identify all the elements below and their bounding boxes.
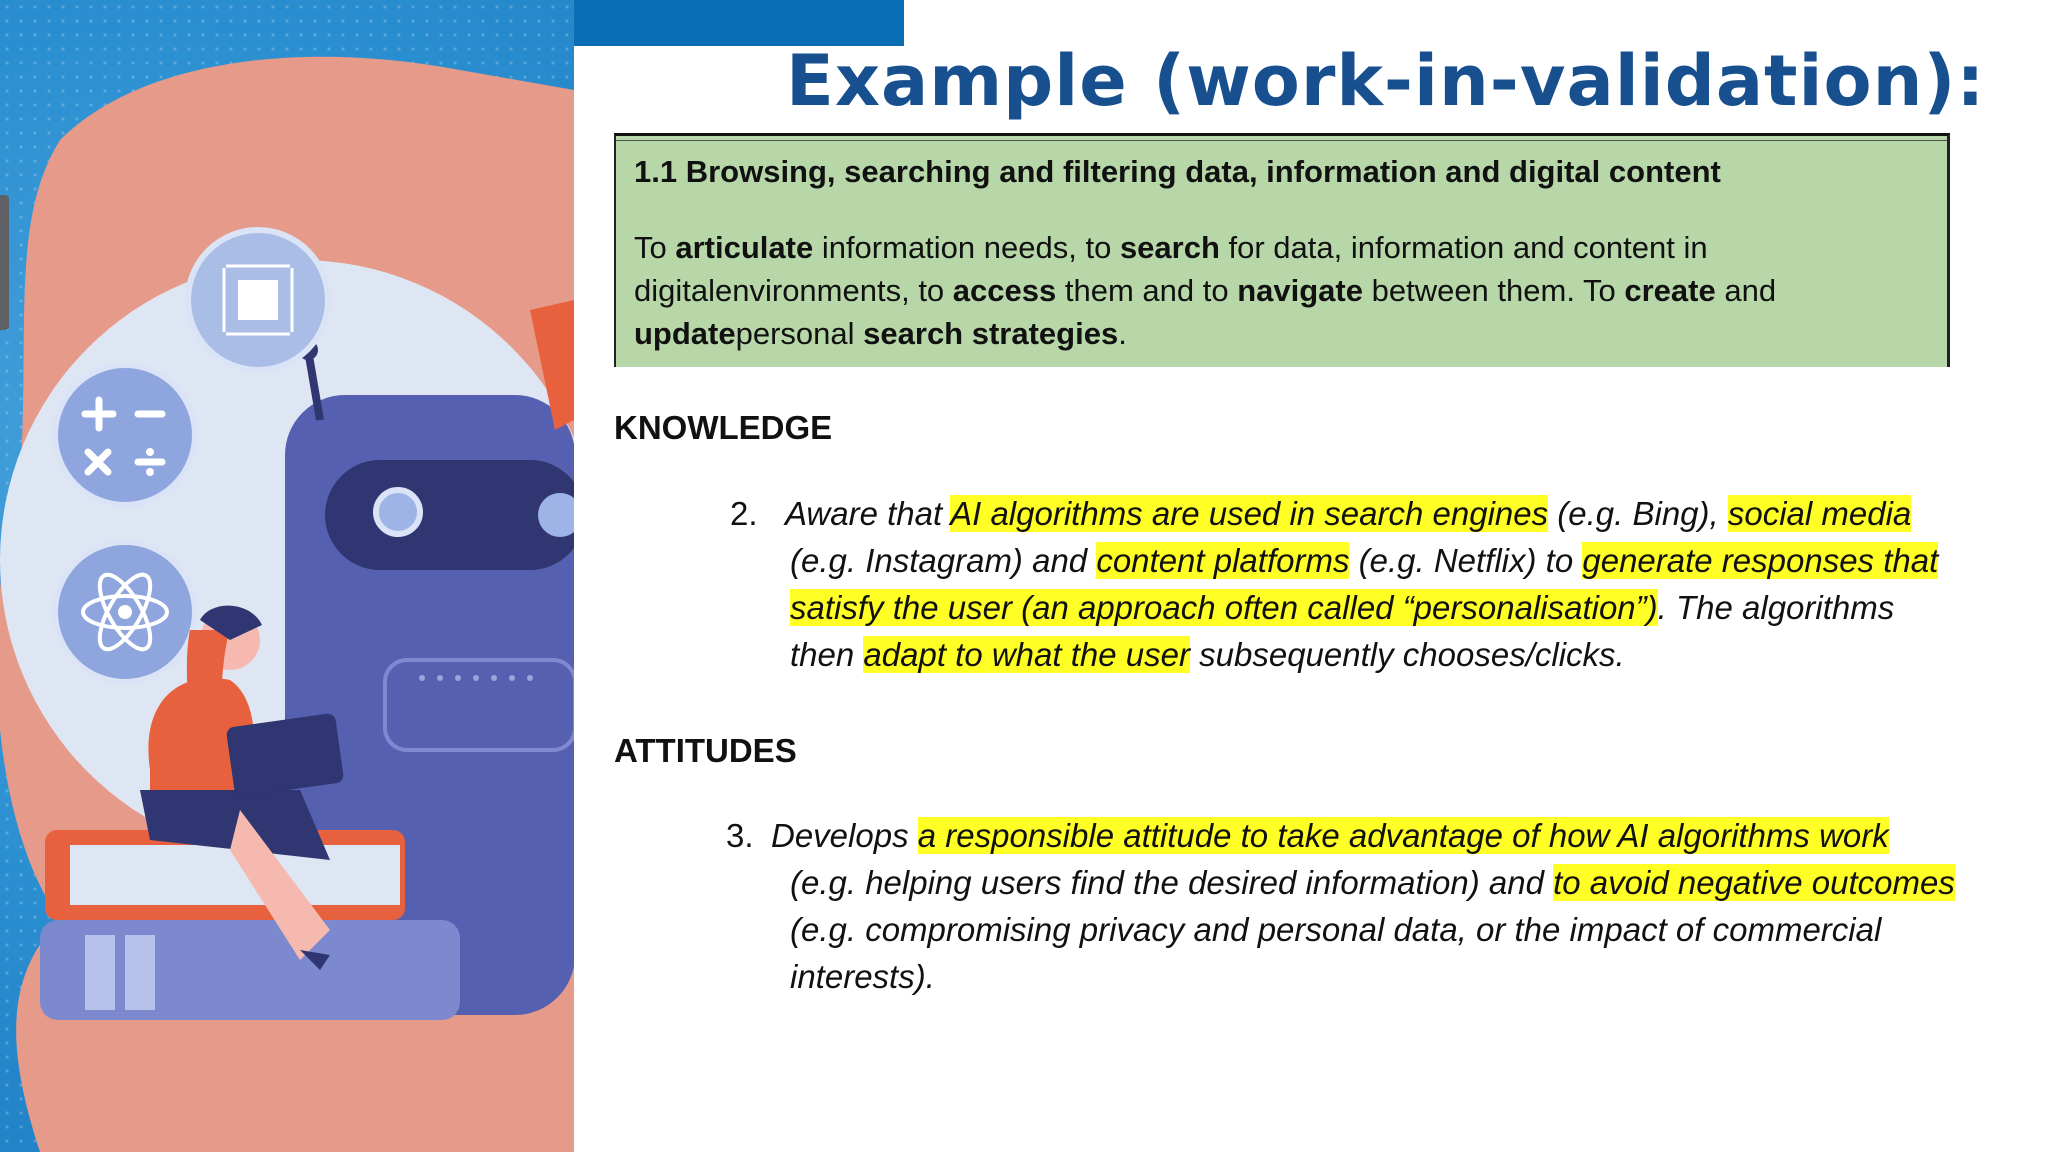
competence-description (634, 226, 1934, 355)
desc-text: them and to (1056, 273, 1238, 308)
bold-term: search strategies (863, 316, 1119, 351)
item-number: 3. (726, 817, 754, 854)
desc-text: personal (735, 316, 864, 351)
highlighted-text: content platforms (1096, 542, 1350, 579)
desc-text: and (1715, 273, 1777, 308)
desc-text: for data, information and content in digital (634, 230, 1708, 308)
slide-title: Example (work-in-validation): (786, 40, 1986, 122)
item-text: Aware that (785, 495, 951, 532)
item-text: subsequently chooses/clicks. (1189, 636, 1625, 673)
item-text: (e.g. helping users find the desired information) and (790, 864, 1554, 901)
desc-text: information needs, to (813, 230, 1120, 265)
item-line (790, 953, 935, 1000)
desc-text: . (1118, 316, 1127, 351)
desc-text: environments, to (715, 273, 953, 308)
highlighted-text: social media (1727, 495, 1912, 532)
robot-illustration (0, 0, 574, 1152)
item-text: . The algorithms (1657, 589, 1895, 626)
desc-text: between them. To (1362, 273, 1625, 308)
item-text: then (790, 636, 864, 673)
bold-term: articulate (675, 230, 814, 265)
item-number: 2. (730, 495, 758, 532)
item-line (785, 490, 1911, 537)
side-tab-handle[interactable] (0, 195, 9, 330)
item-line (790, 906, 1881, 953)
bold-term: access (952, 273, 1057, 308)
item-text: (e.g. Instagram) and (790, 542, 1097, 579)
desc-text: To (634, 230, 676, 265)
highlighted-text: satisfy the user (an approach often called “personalisation”) (790, 589, 1658, 626)
competence-heading: 1.1 Browsing, searching and filtering data, information and digital content (634, 154, 1721, 189)
item-text: (e.g. compromising privacy and personal data, or the impact of commercial (790, 911, 1882, 948)
highlighted-text: a responsible attitude to take advantage of how AI algorithms work (917, 817, 1889, 854)
item-text: (e.g. Bing), (1548, 495, 1728, 532)
item-line (790, 537, 1938, 584)
knowledge-item (730, 490, 2048, 690)
item-line (790, 631, 1625, 678)
item-line (790, 584, 1894, 631)
bold-term: search (1119, 230, 1220, 265)
knowledge-heading: KNOWLEDGE (614, 409, 833, 446)
attitudes-item (726, 812, 2046, 1012)
highlighted-text: adapt to what the user (863, 636, 1190, 673)
highlighted-text: generate responses that (1582, 542, 1939, 579)
bold-term: navigate (1237, 273, 1363, 308)
illustration-panel (0, 0, 574, 1152)
box-double-rule (616, 140, 1947, 141)
item-line (790, 859, 1955, 906)
item-line (771, 812, 1889, 859)
bold-term: create (1624, 273, 1716, 308)
attitudes-heading: ATTITUDES (614, 732, 797, 769)
item-text: Develops (771, 817, 918, 854)
bold-term: update (634, 316, 736, 351)
highlighted-text: AI algorithms are used in search engines (950, 495, 1549, 532)
competence-box (614, 133, 1950, 367)
item-text: (e.g. Netflix) to (1349, 542, 1583, 579)
highlighted-text: to avoid negative outcomes (1553, 864, 1955, 901)
item-text: interests). (790, 958, 935, 995)
